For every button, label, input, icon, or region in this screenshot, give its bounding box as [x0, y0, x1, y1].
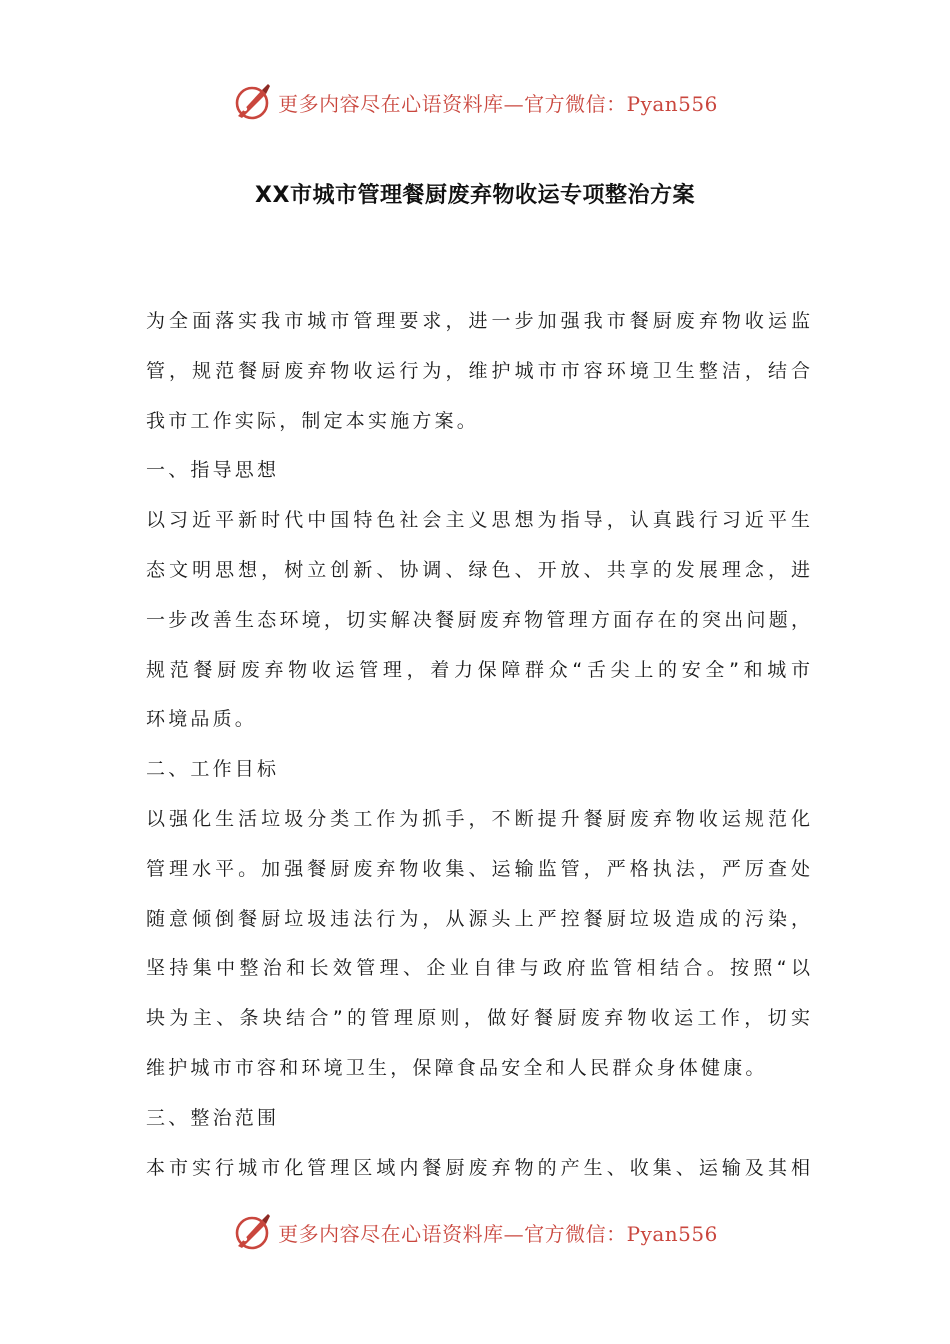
text-line: 环境品质。 — [146, 708, 258, 731]
text-line: 为全面落实我市城市管理要求，进一步加强我市餐厨废弃物收运监 — [146, 310, 810, 332]
pen-logo-icon — [232, 1212, 272, 1252]
pen-logo-icon — [232, 82, 272, 122]
text-line: 二、工作目标 — [146, 758, 280, 781]
document-title: XX市城市管理餐厨废弃物收运专项整治方案 — [255, 183, 695, 208]
text-line: 坚持集中整治和长效管理、企业自律与政府监管相结合。按照“以 — [146, 957, 810, 980]
watermark-banner-bottom — [0, 1210, 950, 1254]
text-line: 以强化生活垃圾分类工作为抓手，不断提升餐厨废弃物收运规范化 — [146, 807, 810, 830]
watermark-text: 更多内容尽在心语资料库—官方微信：Pyan556 — [278, 91, 718, 116]
text-line: 我市工作实际，制定本实施方案。 — [146, 409, 480, 432]
text-line: 一步改善生态环境，切实解决餐厨废弃物管理方面存在的突出问题， — [146, 608, 810, 631]
text-line: 本市实行城市化管理区域内餐厨废弃物的产生、收集、运输及其相 — [146, 1156, 810, 1179]
text-line: 规范餐厨废弃物收运管理，着力保障群众“舌尖上的安全”和城市 — [146, 658, 810, 681]
watermark-text: 更多内容尽在心语资料库—官方微信：Pyan556 — [278, 1221, 718, 1246]
text-line: 态文明思想，树立创新、协调、绿色、开放、共享的发展理念，进 — [146, 558, 810, 581]
text-line: 以习近平新时代中国特色社会主义思想为指导，认真践行习近平生 — [146, 509, 810, 532]
text-line: 一、指导思想 — [146, 459, 280, 482]
document-body — [146, 297, 810, 1193]
text-line: 三、整治范围 — [146, 1106, 280, 1129]
text-line: 维护城市市容和环境卫生，保障食品安全和人民群众身体健康。 — [146, 1056, 768, 1079]
text-line: 管理水平。加强餐厨废弃物收集、运输监管，严格执法，严厉查处 — [146, 857, 810, 880]
watermark-banner-top — [0, 80, 950, 124]
text-line: 块为主、条块结合”的管理原则，做好餐厨废弃物收运工作，切实 — [146, 1007, 810, 1030]
text-line: 随意倾倒餐厨垃圾违法行为，从源头上严控餐厨垃圾造成的污染， — [146, 907, 810, 930]
text-line: 管，规范餐厨废弃物收运行为，维护城市市容环境卫生整洁，结合 — [146, 359, 810, 382]
